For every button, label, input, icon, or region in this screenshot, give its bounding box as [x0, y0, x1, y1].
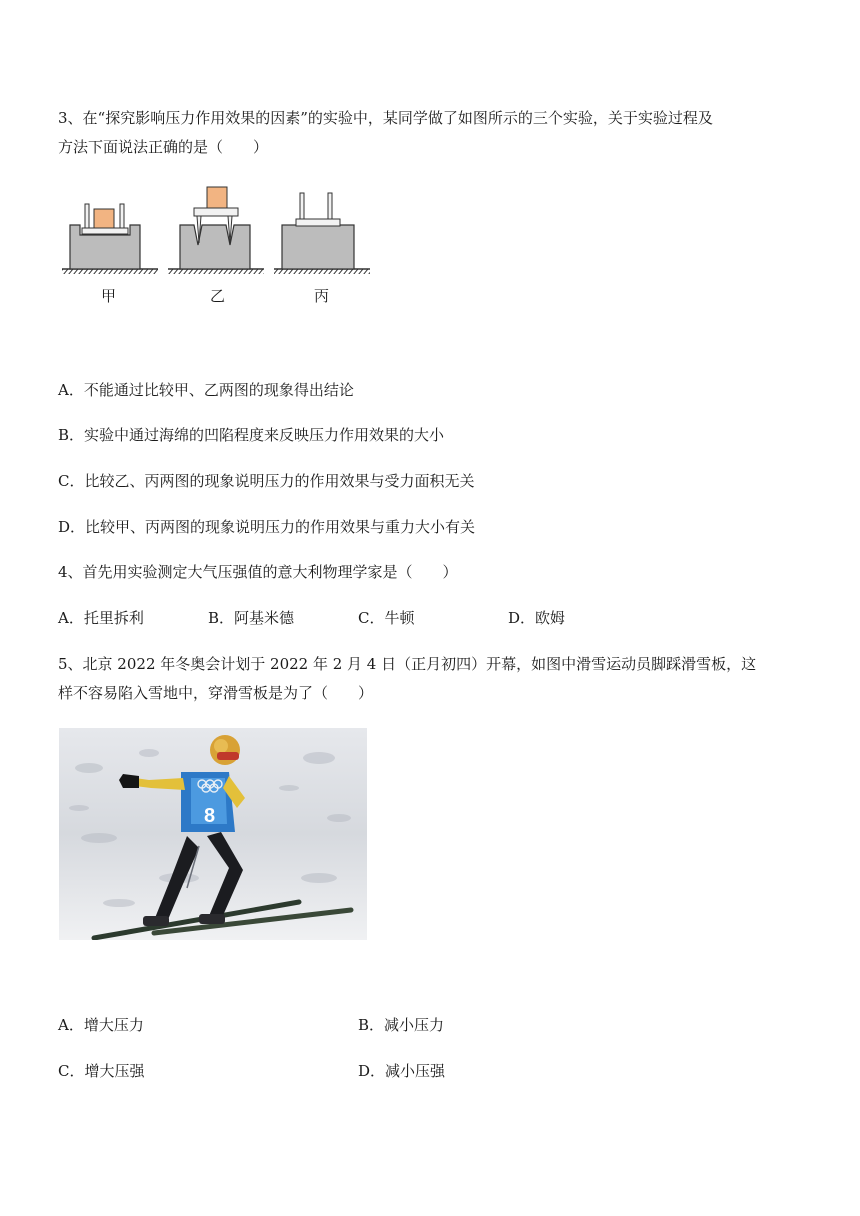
q5-option-b: B．减小压力 — [358, 1016, 445, 1034]
q3-option-d: D．比较甲、丙两图的现象说明压力的作用效果与重力大小有关 — [58, 518, 476, 536]
figure-label-jia: 甲 — [101, 287, 117, 305]
q3-option-c: C．比较乙、丙两图的现象说明压力的作用效果与受力面积无关 — [58, 472, 475, 490]
experiment-yi — [168, 187, 264, 274]
figure-label-yi: 乙 — [210, 287, 226, 305]
q4-option-a: A．托里拆利 — [58, 609, 144, 627]
sponge-experiment-figure — [58, 185, 378, 285]
experiment-bing — [274, 193, 370, 274]
bib-number: 8 — [204, 805, 216, 827]
ski-jumper-photo — [59, 728, 367, 940]
figure-label-bing: 丙 — [314, 287, 330, 305]
q4-stem: 4、首先用实验测定大气压强值的意大利物理学家是（ ） — [58, 563, 458, 581]
q4-option-b: B．阿基米德 — [208, 609, 295, 627]
q5-stem-line1: 5、北京 2022 年冬奥会计划于 2022 年 2 月 4 日（正月初四）开幕，如图中滑雪运动员脚踩滑雪板，这 — [58, 655, 757, 673]
q5-option-d: D．减小压强 — [358, 1062, 446, 1080]
q3-option-a: A．不能通过比较甲、乙两图的现象得出结论 — [58, 381, 354, 399]
q5-option-c: C．增大压强 — [58, 1062, 145, 1080]
q4-option-d: D．欧姆 — [508, 609, 566, 627]
experiment-jia — [62, 204, 158, 274]
q4-option-c: C．牛顿 — [358, 609, 415, 627]
q3-stem-line2: 方法下面说法正确的是（ ） — [58, 138, 269, 156]
q3-option-b: B．实验中通过海绵的凹陷程度来反映压力作用效果的大小 — [58, 426, 445, 444]
q5-option-a: A．增大压力 — [58, 1016, 144, 1034]
q3-stem-line1: 3、在“探究影响压力作用效果的因素”的实验中，某同学做了如图所示的三个实验，关于实验过程及 — [58, 109, 713, 127]
q5-stem-line2: 样不容易陷入雪地中，穿滑雪板是为了（ ） — [58, 684, 374, 702]
